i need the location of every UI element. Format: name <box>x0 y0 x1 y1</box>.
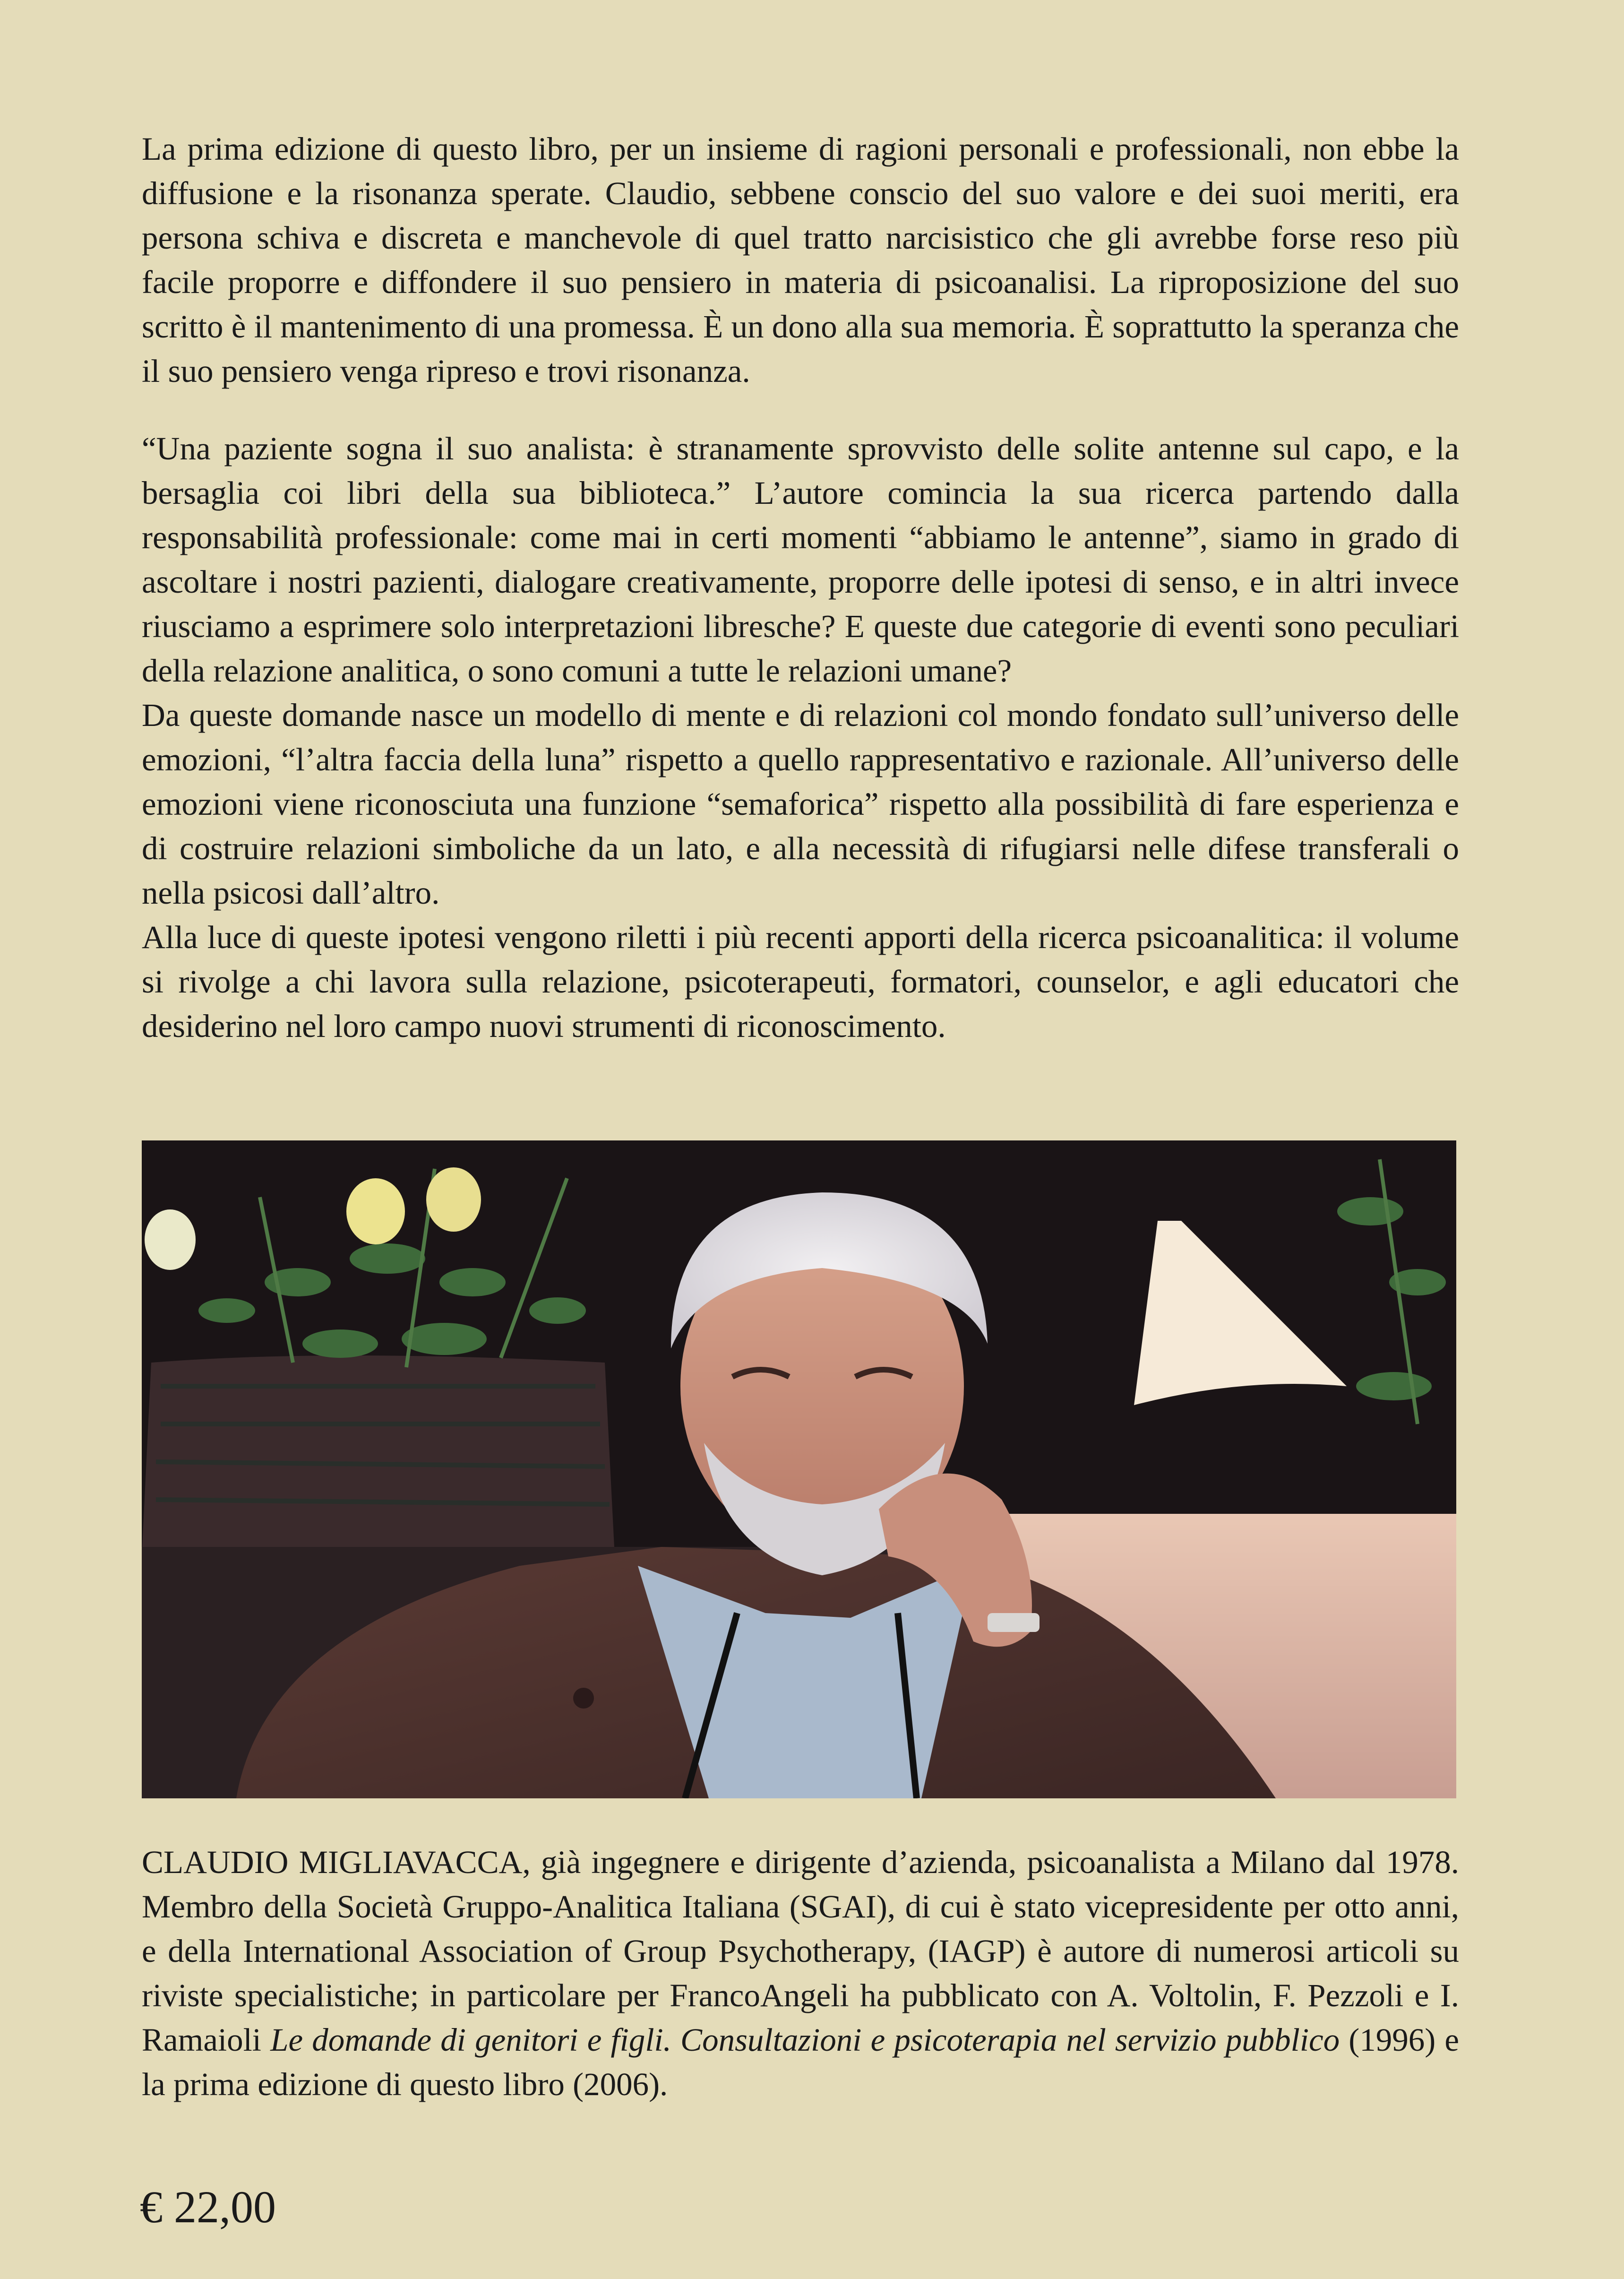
intro-paragraph: La prima edizione di questo libro, per un insieme di ragioni personali e professionali, non ebbe la diffusione e la risonanza sperate. Claudio, sebbene conscio del suo valore e dei suoi meriti, era persona schiva e discreta e manchevole di quel tratto narcisistico che gli avrebbe forse reso più facile proporre e diffondere il suo pensiero in materia di psicoanalisi. La riproposizione del suo scritto è il mantenimento di una promessa. È un dono alla sua memoria. È soprattutto la speranza che il suo pensiero venga ripreso e trovi risonanza. <box>142 131 1459 389</box>
author-photo <box>142 1140 1456 1798</box>
intro-block <box>142 127 1459 393</box>
bio-text-after: (1996) e la prima edizione di questo libro (2006). <box>142 2022 1459 2102</box>
bio-text-before: CLAUDIO MIGLIAVACCA, già ingegnere e dirigente d’azienda, psicoanalista a Milano dal 1978. Membro della Società Gruppo-Analitica Italiana (SGAI), di cui è stato vicepresidente per otto anni, e della International Association of Group Psychotherapy, (IAGP) è autore di numerosi articoli su riviste specialistiche; in particolare per FrancoAngeli ha pubblicato con A. Voltolin, F. Pezzoli e I. Ramaioli <box>142 1844 1459 2058</box>
synopsis-paragraph-3: Alla luce di queste ipotesi vengono riletti i più recenti apporti della ricerca psicoanalitica: il volume si rivolge a chi lavora sulla relazione, psicoterapeuti, formatori, counselor, e agli educatori che desiderino nel loro campo nuovi strumenti di riconoscimento. <box>142 919 1459 1044</box>
synopsis-paragraph-2: Da queste domande nasce un modello di mente e di relazioni col mondo fondato sull’universo delle emozioni, “l’altra faccia della luna” rispetto a quello rappresentativo e razionale. All’universo delle emozioni viene riconosciuta una funzione “semaforica” rispetto alla possibilità di fare esperienza e di costruire relazioni simboliche da un lato, e alla necessità di rifugiarsi nelle difese transferali o nella psicosi dall’altro. <box>142 697 1459 911</box>
synopsis-block <box>142 426 1459 1048</box>
bio-paragraph <box>142 1840 1459 2106</box>
synopsis-paragraph-1: “Una paziente sogna il suo analista: è stranamente sprovvisto delle solite antenne sul capo, e la bersaglia coi libri della sua biblioteca.” L’autore comincia la sua ricerca partendo dalla responsabilità professionale: come mai in certi momenti “abbiamo le antenne”, siamo in grado di ascoltare i nostri pazienti, dialogare creativamente, proporre delle ipotesi di senso, e in altri invece riusciamo a esprimere solo interpretazioni libresche? E queste due categorie di eventi sono peculiari della relazione analitica, o sono comuni a tutte le relazioni umane? <box>142 431 1459 689</box>
bio-book-title: Le domande di genitori e figli. Consultazioni e psicoterapia nel servizio pubblico <box>270 2022 1340 2058</box>
author-bio <box>142 1840 1459 2106</box>
price-label: € 22,00 <box>140 2182 276 2232</box>
